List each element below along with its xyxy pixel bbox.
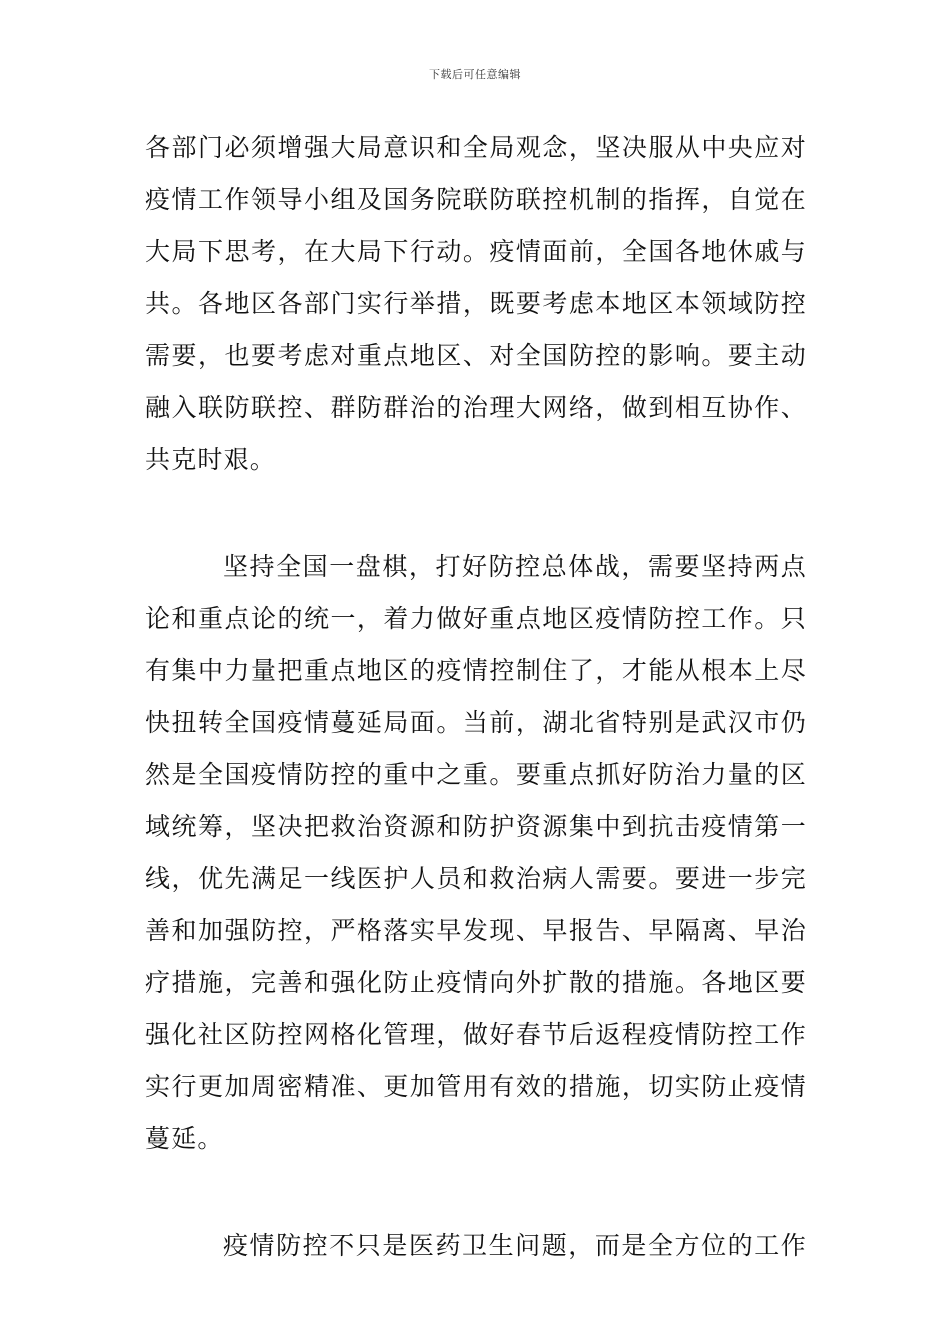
paragraph-line: 共。各地区各部门实行举措，既要考虑本地区本领域防控: [145, 289, 807, 318]
paragraph-line: 善和加强防控，严格落实早发现、早报告、早隔离、早治: [145, 916, 807, 945]
paragraph-line: 坚持全国一盘棋，打好防控总体战，需要坚持两点: [223, 552, 807, 581]
paragraph-line: 论和重点论的统一，着力做好重点地区疫情防控工作。只: [145, 604, 807, 633]
paragraph-line: 各部门必须增强大局意识和全局观念，坚决服从中央应对: [145, 133, 807, 162]
body-text: [145, 122, 807, 1272]
paragraph-spacer: [145, 486, 807, 541]
paragraph-line: 快扭转全国疫情蔓延局面。当前，湖北省特别是武汉市仍: [145, 708, 807, 737]
paragraph-line: 需要，也要考虑对重点地区、对全国防控的影响。要主动: [145, 341, 807, 370]
paragraph-line: 共克时艰。: [145, 445, 277, 474]
paragraph-line: 疗措施，完善和强化防止疫情向外扩散的措施。各地区要: [145, 968, 807, 997]
paragraph-line: 融入联防联控、群防群治的治理大网络，做到相互协作、: [145, 393, 807, 422]
paragraph-3: [145, 1220, 807, 1272]
paragraph-line: 有集中力量把重点地区的疫情控制住了，才能从根本上尽: [145, 656, 807, 685]
paragraph-line: 强化社区防控网格化管理，做好春节后返程疫情防控工作: [145, 1020, 807, 1049]
paragraph-1: [145, 122, 807, 486]
paragraph-2: [145, 541, 807, 1165]
paragraph-line: 大局下思考，在大局下行动。疫情面前，全国各地休戚与: [145, 237, 807, 266]
paragraph-line: 然是全国疫情防控的重中之重。要重点抓好防治力量的区: [145, 760, 807, 789]
header-note: 下载后可任意编辑: [429, 68, 521, 81]
paragraph-line: 疫情工作领导小组及国务院联防联控机制的指挥，自觉在: [145, 185, 807, 214]
paragraph-spacer: [145, 1165, 807, 1220]
paragraph-line: 实行更加周密精准、更加管用有效的措施，切实防止疫情: [145, 1072, 807, 1101]
paragraph-line: 域统筹，坚决把救治资源和防护资源集中到抗击疫情第一: [145, 812, 807, 841]
paragraph-line: 疫情防控不只是医药卫生问题，而是全方位的工作: [223, 1231, 807, 1260]
paragraph-line: 蔓延。: [145, 1124, 224, 1153]
paragraph-line: 线，优先满足一线医护人员和救治病人需要。要进一步完: [145, 864, 807, 893]
